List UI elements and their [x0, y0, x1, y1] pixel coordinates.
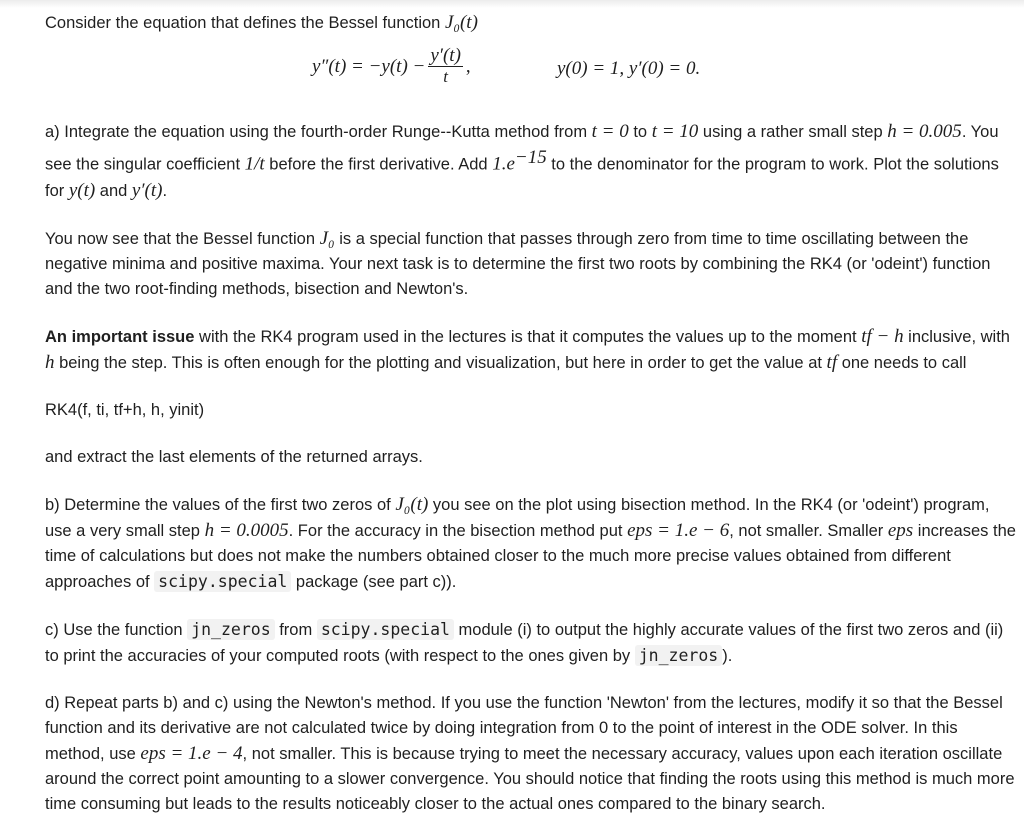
extract-line: and extract the last elements of the returned arrays.: [45, 447, 423, 466]
part-b-paragraph: [45, 492, 1017, 595]
part-a-math: t = 0: [591, 121, 629, 142]
part-b-text: you see on the plot using bisection method. In the RK4 (or 'odeint') program, use a very small step: [45, 495, 990, 540]
fraction-denominator: t: [443, 67, 448, 86]
document-body: [45, 8, 1017, 817]
part-d-text: d) Repeat parts b) and c) using the Newton's method. If you use the function 'Newton' from the lectures, modify it so that the Bessel function and its derivative are not calculated twice by doing integration from 0 to the point of interest in the ODE solver. In this method, use: [45, 693, 1003, 763]
ode-fraction: [428, 46, 463, 87]
part-b-math: eps: [887, 519, 914, 541]
part-d-math: eps = 1.e − 4: [140, 742, 243, 764]
bessel-text: is a special function that passes through zero from time to time oscillating between the negative minima and positive maxima. Your next task is to determine the first two roots by combining the RK4 (or 'odeint') function and the two root-finding methods, bisection and Newton's.: [45, 229, 991, 298]
part-a-text: .: [162, 181, 168, 200]
part-b-math: J₀(t): [395, 493, 429, 515]
intro-text: Consider the equation that defines the Bessel function: [45, 14, 445, 32]
part-c-text: ).: [722, 646, 733, 665]
part-b-math: eps = 1.e − 6: [627, 519, 730, 541]
part-d-text: , not smaller. This is because trying to meet the necessary accuracy, values upon each iteration oscillate around the correct point amounting to a slower convergence. You should notice that finding the roots using this method is much more time consuming but leads to the results noticeably closer to the actual ones compared to the binary search.: [45, 744, 1015, 813]
part-b-text: . For the accuracy in the bisection method put: [288, 521, 628, 540]
issue-text: being the step. This is often enough for the plotting and visualization, but here in order to get the value at: [54, 353, 827, 372]
part-a-text: a) Integrate the equation using the fourth-order Runge--Kutta method from: [45, 123, 592, 141]
bessel-equation: [45, 36, 1017, 98]
part-a-math: h = 0.005: [887, 121, 962, 142]
part-c-text: from: [274, 620, 317, 639]
issue-math: tf − h: [861, 325, 904, 347]
scipy-special-code: scipy.special: [317, 619, 454, 640]
important-issue-paragraph: [45, 324, 1017, 376]
part-d-paragraph: [45, 691, 1017, 817]
bessel-roots-paragraph: [45, 226, 1017, 302]
part-a-math: 1/t: [244, 153, 265, 175]
bessel-text: You now see that the Bessel function: [45, 229, 320, 248]
top-edge-shadow: [0, 0, 1024, 8]
part-a-math: y′(t): [131, 179, 163, 201]
important-issue-heading: An important issue: [45, 327, 195, 346]
fraction-numerator: y′(t): [430, 45, 461, 66]
issue-text: with the RK4 program used in the lectures is that it computes the values up to the moment: [194, 327, 862, 346]
part-a-math: t = 10: [651, 121, 699, 142]
part-b-text: , not smaller. Smaller: [729, 521, 888, 540]
initial-conditions: y(0) = 1, y′(0) = 0.: [557, 58, 701, 79]
scipy-special-code: scipy.special: [154, 571, 291, 592]
issue-math: tf: [826, 351, 838, 373]
part-b-text: b) Determine the values of the first two zeros of: [45, 495, 396, 514]
ode-expression: [312, 46, 471, 87]
part-b-text: increases the time of calculations but does not make the numbers obtained closer to the much more precise values obtained from different approaches of: [45, 521, 1016, 591]
issue-text: one needs to call: [837, 353, 967, 372]
part-a-math: y(t): [68, 179, 96, 201]
issue-text: inclusive, with: [903, 327, 1010, 346]
part-a-math: 1.e: [492, 153, 515, 175]
part-a-text: before the first derivative. Add: [264, 155, 493, 174]
ode-lhs: y″(t) = −y(t) −: [312, 55, 426, 77]
part-a-text: using a rather small step: [698, 123, 888, 141]
part-a-text: to the denominator for the program to work. Plot the solutions for: [45, 155, 999, 200]
part-b-math: h = 0.0005: [204, 519, 289, 541]
part-a-exponent: −15: [514, 147, 547, 168]
part-c-text: module (i) to output the highly accurate values of the first two zeros and (ii) to print the accuracies of your computed roots (with respect to the ones given by: [45, 620, 1004, 665]
intro-math: J₀(t): [444, 12, 478, 33]
part-b-text: package (see part c)).: [291, 572, 457, 591]
part-a-paragraph: [45, 119, 1017, 204]
ode-comma: ,: [465, 55, 471, 77]
bessel-math: J₀: [319, 227, 335, 249]
part-c-paragraph: [45, 617, 1017, 669]
jn-zeros-code: jn_zeros: [635, 645, 722, 666]
part-c-text: c) Use the function: [45, 620, 188, 639]
issue-math: h: [45, 351, 55, 373]
intro-paragraph: [45, 10, 1017, 36]
rk4-call-line: RK4(f, ti, tf+h, h, yinit): [45, 400, 205, 419]
jn-zeros-code: jn_zeros: [187, 619, 274, 640]
part-a-text: . You see the singular coefficient: [45, 123, 999, 174]
part-a-text: and: [95, 181, 132, 200]
part-a-text: to: [628, 123, 652, 141]
